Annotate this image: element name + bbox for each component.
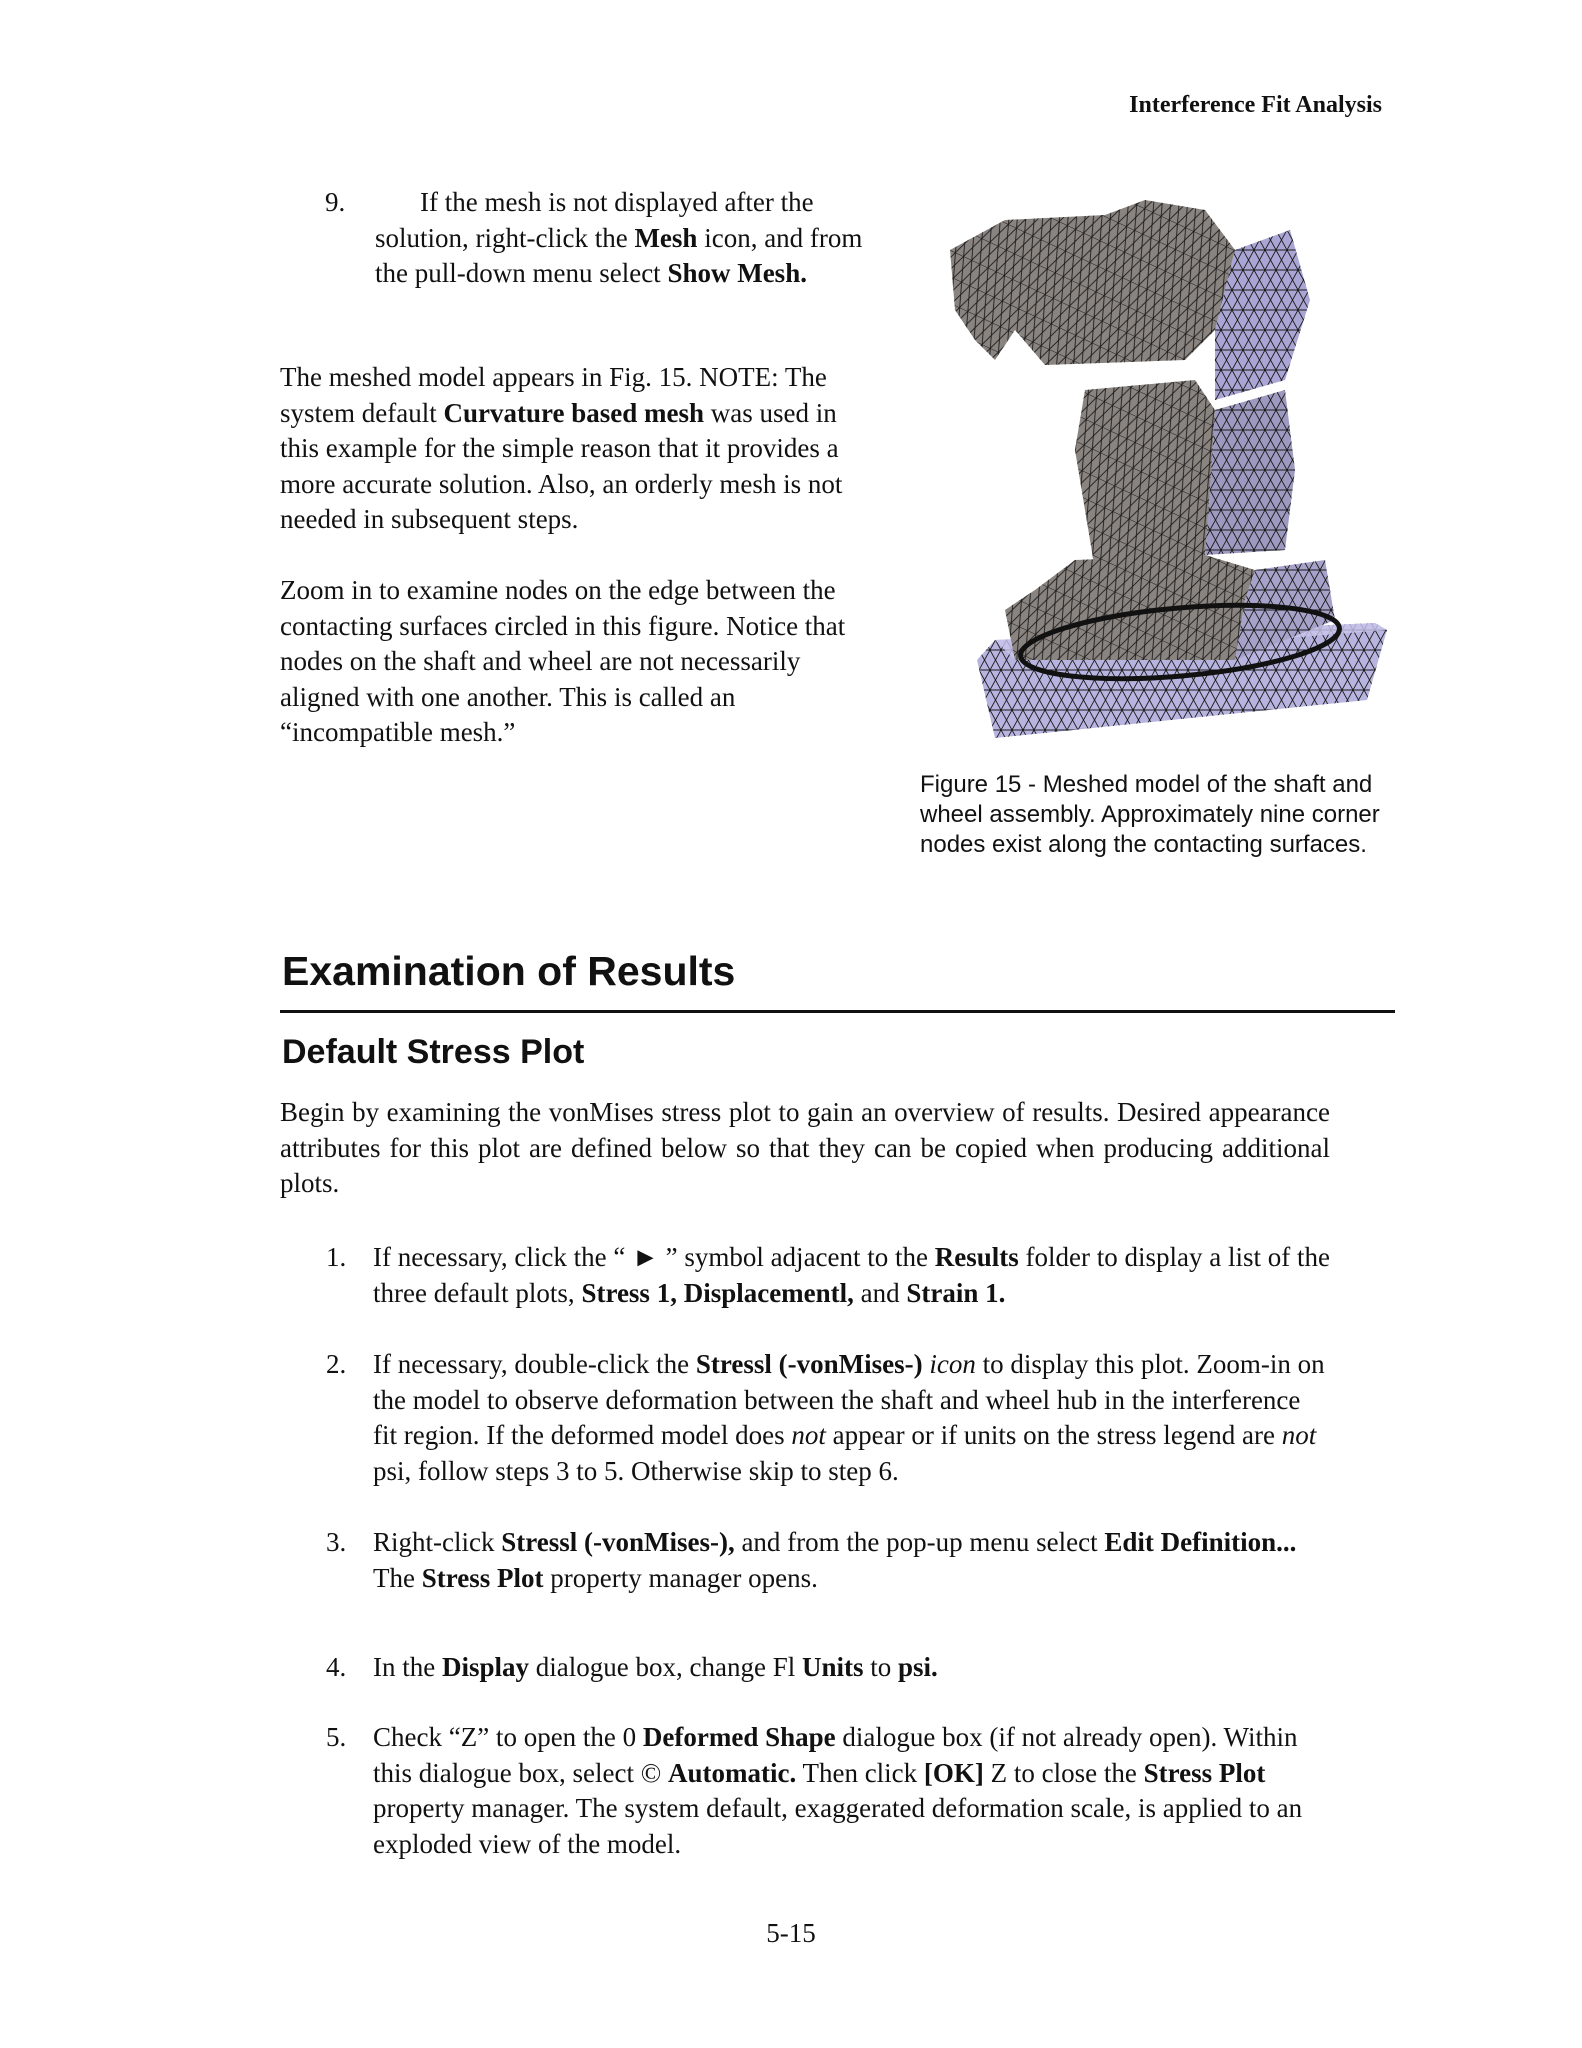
step-text: Check “Z” to open the 0 Deformed Shape dialogue box (if not already open). Within this dialogue box, select © Automatic. Then click [OK] Z to close the Stress Plot property manager. The system default, exaggerated deformation scale, is applied to an exploded view of the model. (373, 1722, 1303, 1859)
step-1 (280, 1240, 1330, 1311)
step-3 (280, 1525, 1330, 1596)
step-9 (280, 185, 870, 292)
step-text: If necessary, click the “ ► ” symbol adjacent to the Results folder to display a list of the three default plots, Stress 1, Displacementl, and Strain 1. (373, 1242, 1330, 1308)
figure-caption: Figure 15 - Meshed model of the shaft and wheel assembly. Approximately nine corner nodes exist along the contacting surfaces. (920, 771, 1380, 858)
step-text: If the mesh is not displayed after the solution, right-click the Mesh icon, and from the pull-down menu select Show Mesh. (375, 187, 863, 288)
step-number: 4. (326, 1652, 347, 1682)
section-title: Examination of Results (282, 948, 736, 994)
step-2 (280, 1347, 1330, 1489)
zoom-paragraph: Zoom in to examine nodes on the edge between the contacting surfaces circled in this figure. Notice that nodes on the shaft and wheel are not necessarily aligned with one another. This is called an “incompatible mesh.” (280, 575, 846, 747)
step-text: If necessary, double-click the Stressl (-vonMises-) icon to display this plot. Zoom-in on the model to observe deformation between the shaft and wheel hub in the interference fit region. If the deformed model does not appear or if units on the stress legend are not psi, follow steps 3 to 5. Otherwise skip to step 6. (373, 1349, 1325, 1486)
step-number: 9. (325, 187, 346, 217)
step-5 (280, 1720, 1330, 1862)
shaft-part (950, 200, 1335, 660)
running-header: Interference Fit Analysis (1129, 92, 1382, 118)
step-4 (280, 1650, 1330, 1686)
step-number: 2. (326, 1349, 347, 1379)
step-text: In the Display dialogue box, change Fl Units to psi. (373, 1652, 938, 1682)
step-text: Right-click Stressl (-vonMises-), and from the pop-up menu select Edit Definition... The Stress Plot property manager opens. (373, 1527, 1297, 1593)
mesh-note-paragraph: The meshed model appears in Fig. 15. NOTE: The system default Curvature based mesh was used in this example for the simple reason that it provides a more accurate solution. Also, an orderly mesh is not needed in subsequent steps. (280, 362, 843, 534)
step-number: 3. (326, 1527, 347, 1557)
mesh-figure (935, 190, 1415, 750)
section-divider (280, 1010, 1395, 1013)
step-number: 5. (326, 1722, 347, 1752)
subsection-title: Default Stress Plot (282, 1033, 585, 1071)
page-number: 5-15 (766, 1918, 816, 1948)
step-number: 1. (326, 1242, 347, 1272)
meshed-model-image (935, 190, 1415, 750)
intro-paragraph: Begin by examining the vonMises stress plot to gain an overview of results. Desired appearance attributes for this plot are defined below so that they can be copied when producing additional plots. (280, 1097, 1330, 1198)
